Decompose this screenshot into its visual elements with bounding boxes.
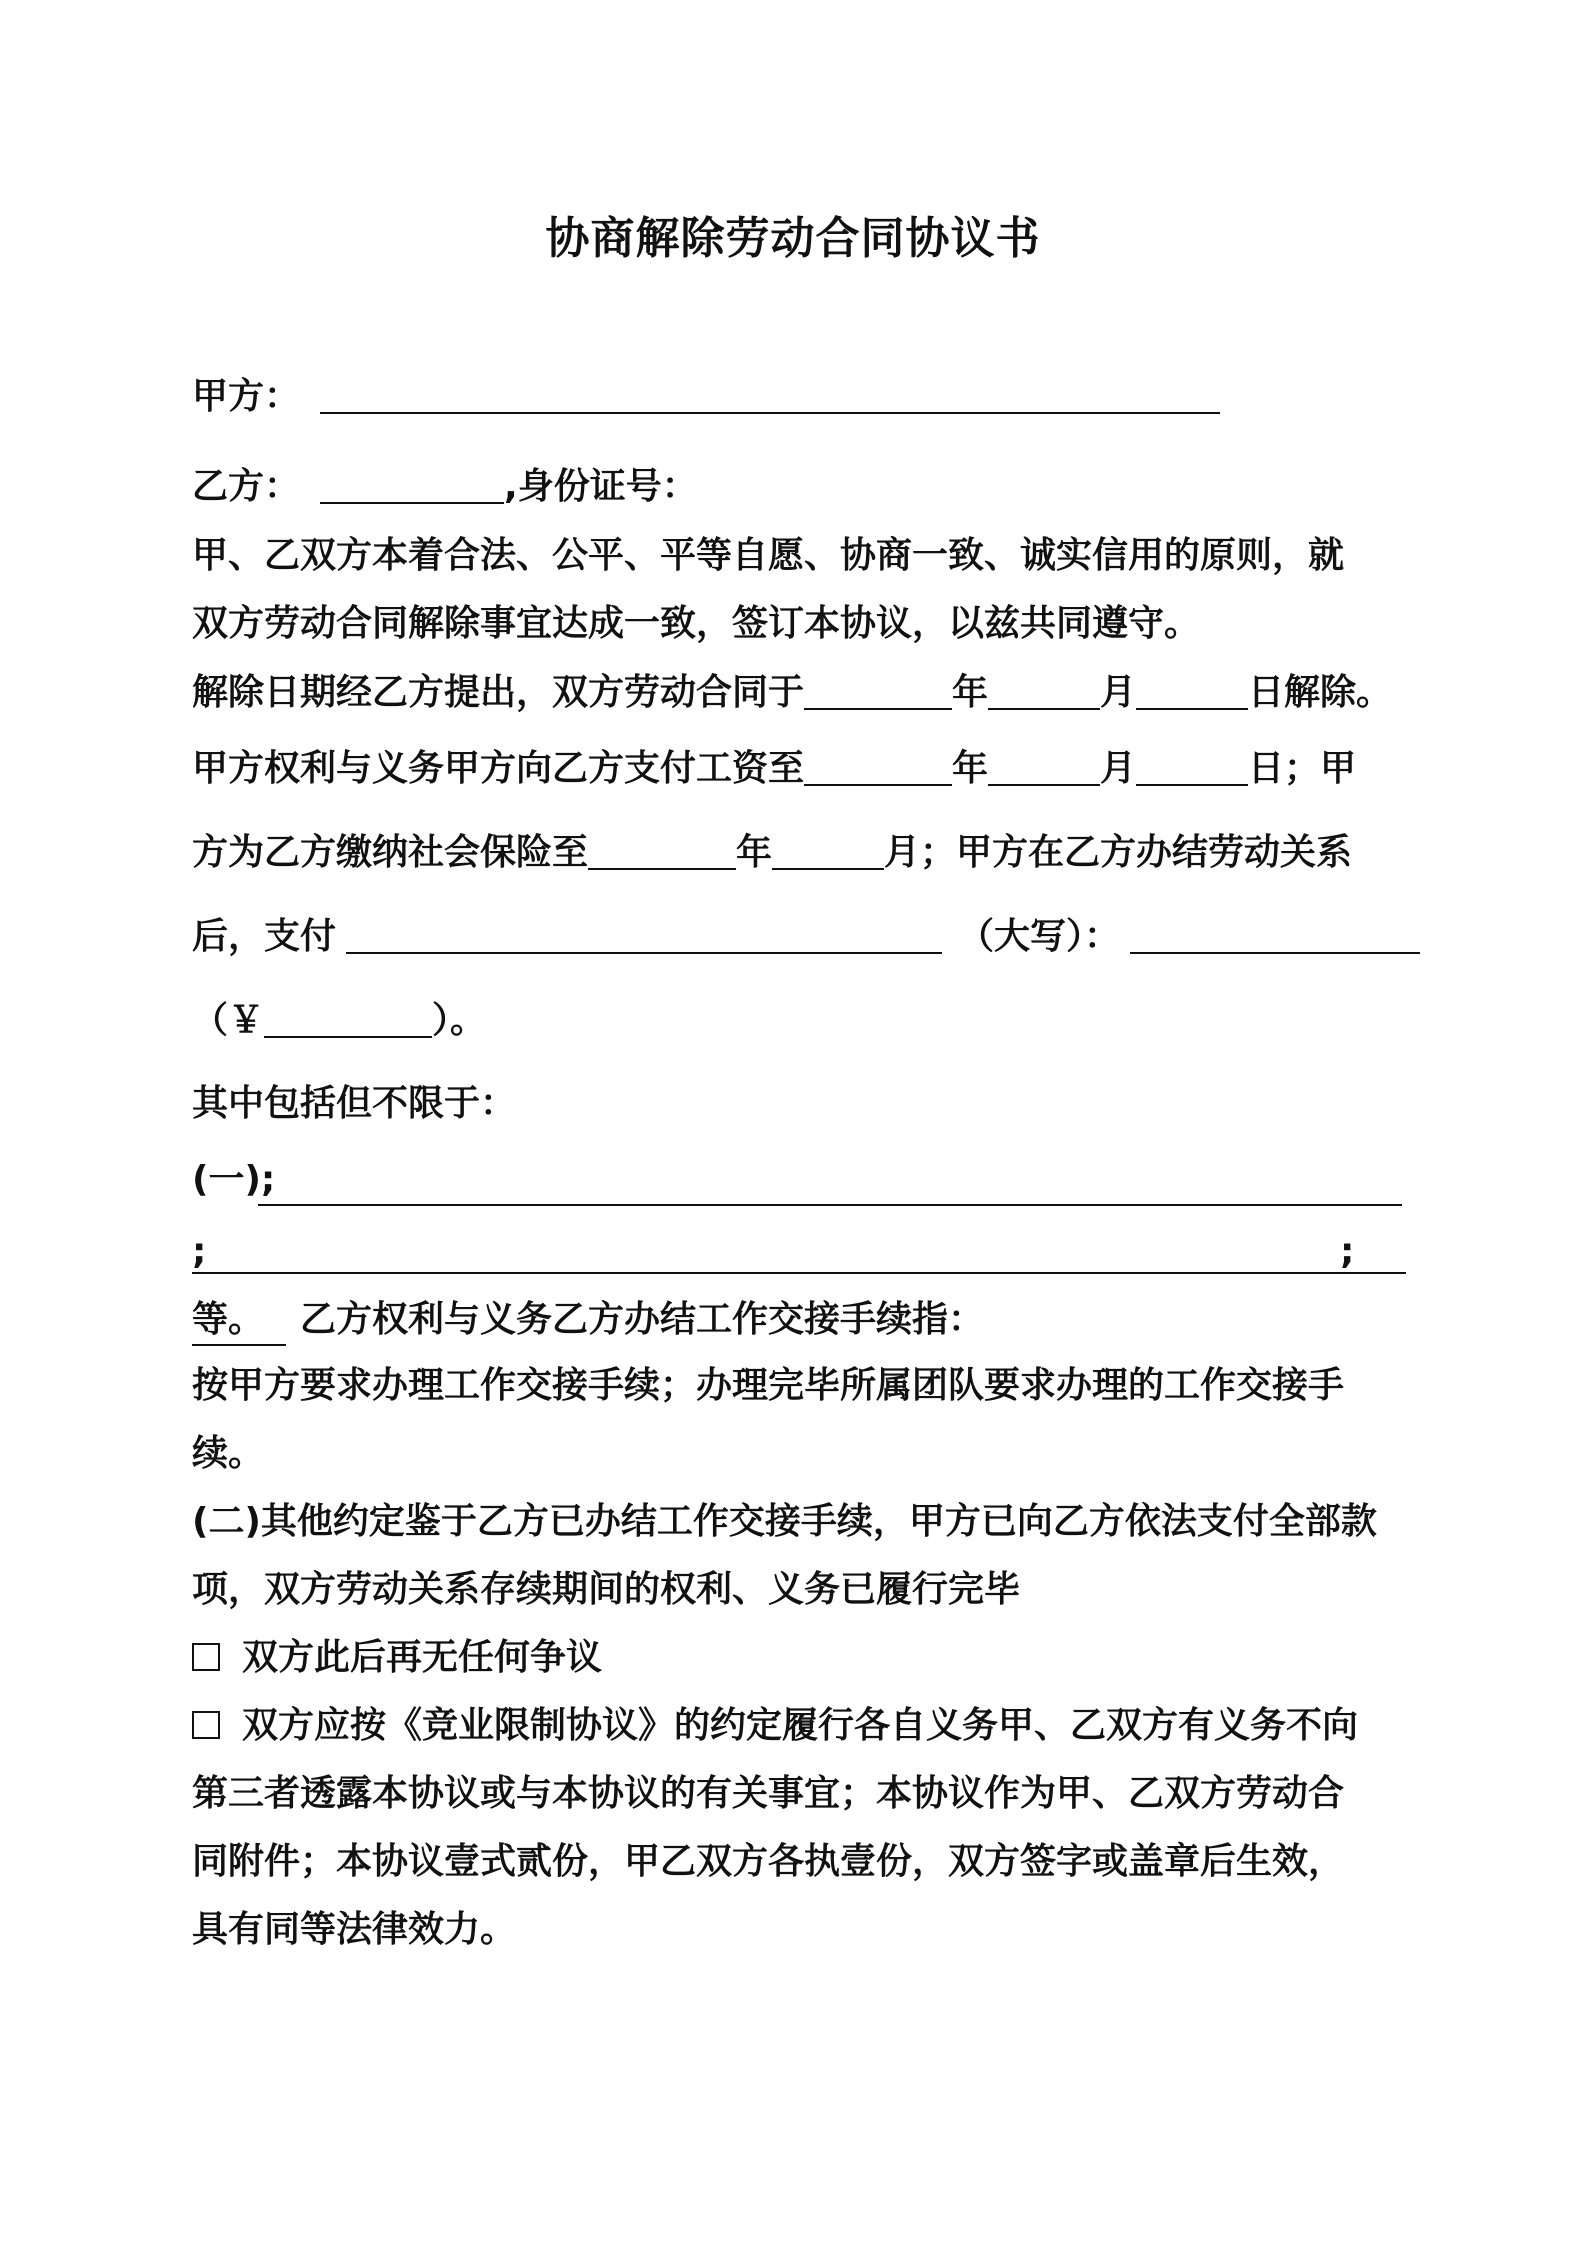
checkbox-2-label: 双方应按《竞业限制协议》的约定履行各自义务甲、乙双方有义务不向 — [242, 1705, 1359, 1746]
wage-month-label: 月 — [1100, 748, 1137, 789]
checkbox-item-2 — [192, 1705, 1359, 1746]
wage-month-blank[interactable] — [988, 750, 1100, 786]
wage-year-blank[interactable] — [804, 750, 952, 786]
wage-year-label: 年 — [952, 748, 989, 789]
party-b-name-blank[interactable] — [320, 468, 504, 504]
party-b-label: 乙方： — [192, 466, 301, 507]
termination-month-blank[interactable] — [988, 674, 1100, 710]
payment-daxie-blank[interactable] — [1130, 918, 1420, 954]
deng-label: 等。 — [192, 1299, 265, 1340]
termination-year-label: 年 — [952, 672, 989, 713]
payment-amount-blank[interactable] — [346, 918, 942, 954]
checkbox-1-label: 双方此后再无任何争议 — [242, 1637, 603, 1678]
rights-a-line-3 — [192, 918, 1420, 955]
other-line-5: 具有同等法律效力。 — [192, 1909, 517, 1950]
rights-a-line-2 — [192, 834, 1352, 871]
party-a-line — [192, 378, 1220, 415]
semicolon-right: ; — [1340, 1231, 1355, 1272]
handover-p1-line-1: 按甲方要求办理工作交接手续；办理完毕所属团队要求办理的工作交接手 — [192, 1365, 1345, 1406]
yen-open: （￥ — [192, 1000, 265, 1041]
insurance-month-blank[interactable] — [772, 834, 884, 870]
termination-suffix: 日解除。 — [1248, 672, 1393, 713]
payment-daxie-label: （大写）： — [958, 916, 1121, 957]
including-label: 其中包括但不限于： — [192, 1083, 517, 1124]
deng-underline — [192, 1344, 286, 1346]
termination-month-label: 月 — [1100, 672, 1137, 713]
rights-a-line-1 — [192, 750, 1356, 787]
item-1-label: (一); — [192, 1159, 276, 1200]
insurance-prefix: 方为乙方缴纳社会保险至 — [192, 832, 589, 873]
other-line-1: (二)其他约定鉴于乙方已办结工作交接手续，甲方已向乙方依法支付全部款 — [192, 1501, 1377, 1542]
handover-line — [192, 1299, 985, 1340]
yen-amount-blank[interactable] — [264, 1002, 432, 1038]
party-b-id-label: ,身份证号： — [504, 466, 698, 507]
handover-p1-line-2: 续。 — [192, 1433, 265, 1474]
party-a-blank[interactable] — [320, 378, 1220, 414]
rights-a-line-4 — [192, 1002, 486, 1039]
insurance-year-label: 年 — [736, 832, 773, 873]
checkbox-1[interactable] — [192, 1643, 220, 1671]
yen-close: ）。 — [432, 1000, 487, 1041]
termination-line — [192, 674, 1392, 711]
termination-prefix: 解除日期经乙方提出，双方劳动合同于 — [192, 672, 805, 713]
item-1-blank[interactable] — [258, 1204, 1402, 1206]
payment-prefix: 后，支付 — [192, 916, 337, 957]
principle-line-2: 双方劳动合同解除事宜达成一致，签订本协议，以兹共同遵守。 — [192, 603, 1201, 644]
semicolon-left: ; — [192, 1231, 207, 1272]
wage-suffix: 日；甲 — [1248, 748, 1357, 789]
other-line-4: 同附件；本协议壹式贰份，甲乙双方各执壹份，双方签字或盖章后生效， — [192, 1841, 1345, 1882]
principle-line-1: 甲、乙双方本着合法、公平、平等自愿、协商一致、诚实信用的原则，就 — [192, 535, 1345, 576]
other-line-2: 项，双方劳动关系存续期间的权利、义务已履行完毕 — [192, 1569, 1021, 1610]
wage-day-blank[interactable] — [1136, 750, 1248, 786]
insurance-year-blank[interactable] — [588, 834, 736, 870]
termination-day-blank[interactable] — [1136, 674, 1248, 710]
other-line-3: 第三者透露本协议或与本协议的有关事宜；本协议作为甲、乙双方劳动合 — [192, 1773, 1345, 1814]
document-title: 协商解除劳动合同协议书 — [545, 213, 1041, 264]
item-2-blank[interactable] — [192, 1272, 1406, 1274]
checkbox-item-1 — [192, 1637, 603, 1678]
wage-prefix: 甲方权利与义务甲方向乙方支付工资至 — [192, 748, 805, 789]
handover-title: 乙方权利与义务乙方办结工作交接手续指： — [300, 1299, 985, 1340]
termination-year-blank[interactable] — [804, 674, 952, 710]
party-b-line — [192, 468, 698, 505]
insurance-suffix: 月；甲方在乙方办结劳动关系 — [884, 832, 1353, 873]
party-a-label: 甲方： — [192, 376, 301, 417]
checkbox-2[interactable] — [192, 1711, 220, 1739]
